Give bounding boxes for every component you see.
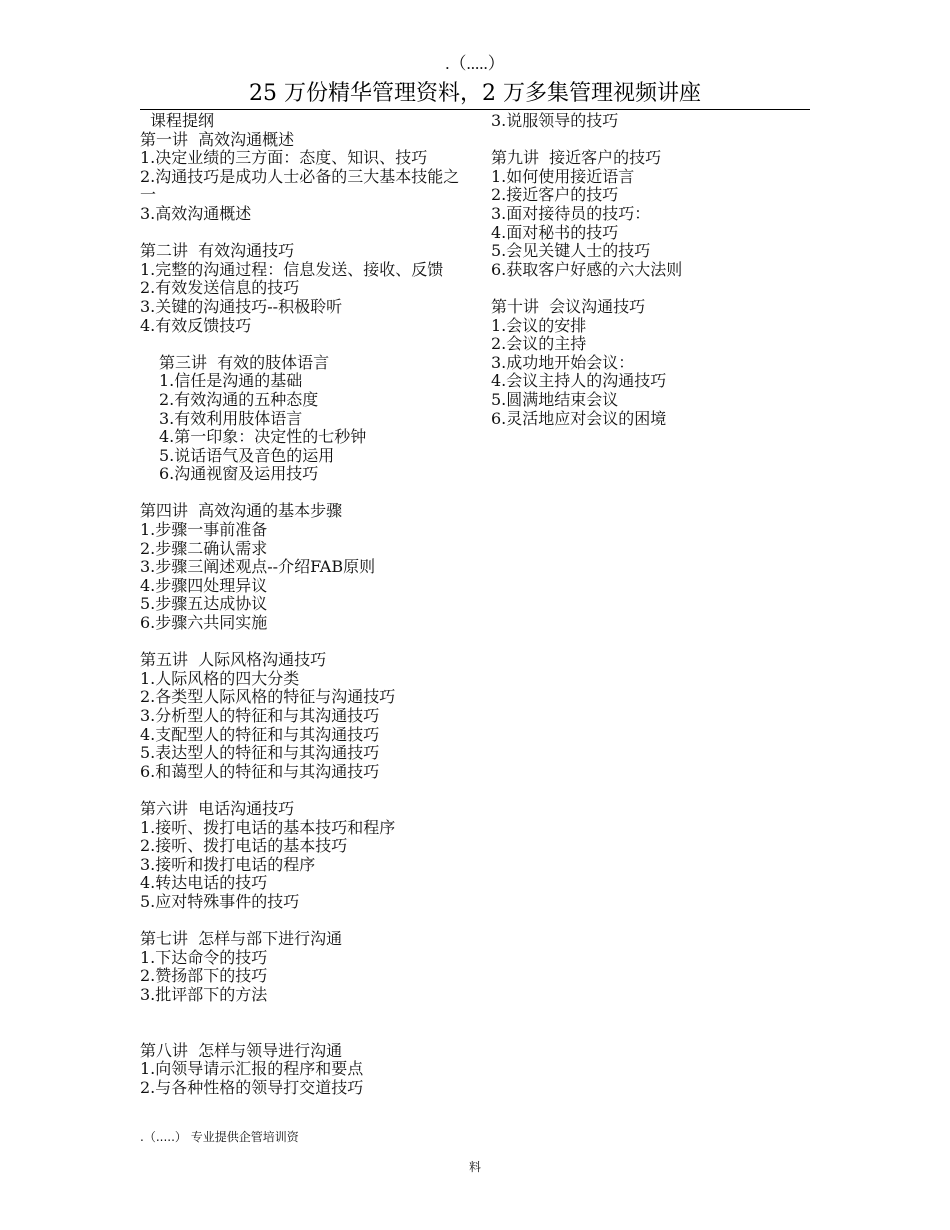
lecture-2-title: 第二讲 有效沟通技巧 (140, 241, 295, 261)
lecture-6-title: 第六讲 电话沟通技巧 (140, 798, 295, 818)
spacer (491, 279, 821, 298)
header-title: 25 万份精华管理资料，2 万多集管理视频讲座 (249, 81, 701, 106)
lecture-4-item: 3.步骤三阐述观点--介绍FAB原则 (140, 557, 376, 577)
lecture-6-item: 2.接听、拨打电话的基本技巧 (140, 836, 348, 856)
lecture-3-item: 2.有效沟通的五种态度 (159, 389, 319, 409)
lecture-1-title: 第一讲 高效沟通概述 (140, 129, 295, 149)
lecture-5-item: 4.支配型人的特征和与其沟通技巧 (140, 724, 380, 744)
lecture-10-item: 6.灵活地应对会议的困境 (491, 408, 667, 428)
lecture-3-item: 6.沟通视窗及运用技巧 (159, 464, 319, 484)
lecture-9-item: 2.接近客户的技巧 (491, 185, 619, 205)
lecture-1-item: 3.高效沟通概述 (140, 203, 252, 223)
lecture-1-item: 1.决定业绩的三方面：态度、知识、技巧 (140, 148, 428, 168)
lecture-8-title: 第八讲 怎样与领导进行沟通 (140, 1040, 343, 1060)
lecture-5-item: 3.分析型人的特征和与其沟通技巧 (140, 706, 380, 725)
lecture-2-item: 3.关键的沟通技巧--积极聆听 (140, 296, 343, 316)
lecture-6-item: 4.转达电话的技巧 (140, 873, 268, 893)
lecture-7-item: 2.赞扬部下的技巧 (140, 966, 268, 986)
spacer (140, 335, 475, 354)
lecture-10-item: 5.圆满地结束会议 (491, 389, 619, 409)
lecture-9-title: 第九讲 接近客户的技巧 (491, 148, 662, 168)
lecture-8-item: 3.说服领导的技巧 (491, 111, 619, 130)
spacer (140, 1005, 475, 1042)
lecture-3-item: 3.有效利用肢体语言 (159, 408, 303, 428)
lecture-10-title: 第十讲 会议沟通技巧 (491, 296, 646, 316)
right-column (491, 112, 821, 428)
lecture-2-item: 1.完整的沟通过程：信息发送、接收、反馈 (140, 259, 444, 279)
lecture-1-item: 2.沟通技巧是成功人士必备的三大基本技能之一 (140, 166, 460, 205)
lecture-2-item: 4.有效反馈技巧 (140, 315, 252, 335)
lecture-5-item: 2.各类型人际风格的特征与沟通技巧 (140, 687, 396, 707)
spacer (140, 224, 475, 243)
lecture-4-item: 2.步骤二确认需求 (140, 538, 268, 558)
lecture-9-item: 3.面对接待员的技巧： (491, 203, 651, 223)
lecture-6-item: 3.接听和拨打电话的程序 (140, 854, 316, 874)
lecture-3-title: 第三讲 有效的肢体语言 (159, 352, 330, 372)
lecture-8-item: 1.向领导请示汇报的程序和要点 (140, 1059, 364, 1079)
lecture-10-item: 1.会议的安排 (491, 315, 587, 335)
lecture-7-item: 1.下达命令的技巧 (140, 947, 268, 967)
lecture-3-item: 1.信任是沟通的基础 (159, 371, 303, 391)
lecture-4-item: 6.步骤六共同实施 (140, 613, 268, 633)
footer-text: .（.....） 专业提供企管培训资 (140, 1130, 299, 1144)
spacer (140, 633, 475, 652)
left-column (140, 112, 475, 1097)
lecture-3-item: 5.说话语气及音色的运用 (159, 445, 335, 465)
lecture-9-item: 5.会见关键人士的技巧 (491, 241, 651, 261)
header-rule (140, 109, 810, 110)
lecture-5-item: 1.人际风格的四大分类 (140, 668, 300, 688)
lecture-5-item: 5.表达型人的特征和与其沟通技巧 (140, 743, 380, 763)
spacer (140, 912, 475, 931)
header-line-1: .（.....） (445, 54, 505, 73)
lecture-5-item: 6.和蔼型人的特征和与其沟通技巧 (140, 761, 380, 781)
lecture-6-item: 1.接听、拨打电话的基本技巧和程序 (140, 817, 396, 837)
lecture-8-item: 2.与各种性格的领导打交道技巧 (140, 1077, 364, 1097)
lecture-4-item: 5.步骤五达成协议 (140, 594, 268, 614)
lecture-7-item: 3.批评部下的方法 (140, 984, 268, 1004)
lecture-9-item: 6.获取客户好感的六大法则 (491, 259, 683, 279)
spacer (491, 131, 821, 150)
lecture-4-item: 1.步骤一事前准备 (140, 520, 268, 540)
outline-title: 课程提纲 (150, 111, 215, 130)
lecture-6-item: 5.应对特殊事件的技巧 (140, 891, 300, 911)
lecture-10-item: 4.会议主持人的沟通技巧 (491, 371, 667, 391)
lecture-5-title: 第五讲 人际风格沟通技巧 (140, 650, 327, 670)
spacer (140, 484, 475, 503)
lecture-9-item: 4.面对秘书的技巧 (491, 222, 619, 242)
footer-page-text: 料 (468, 1160, 481, 1174)
lecture-7-title: 第七讲 怎样与部下进行沟通 (140, 929, 343, 949)
lecture-4-item: 4.步骤四处理异议 (140, 575, 268, 595)
lecture-4-title: 第四讲 高效沟通的基本步骤 (140, 501, 343, 521)
spacer (140, 781, 475, 800)
lecture-3-item: 4.第一印象：决定性的七秒钟 (159, 427, 367, 447)
lecture-10-item: 2.会议的主持 (491, 334, 587, 354)
lecture-2-item: 2.有效发送信息的技巧 (140, 278, 300, 298)
lecture-9-item: 1.如何使用接近语言 (491, 166, 635, 186)
lecture-10-item: 3.成功地开始会议： (491, 352, 635, 372)
